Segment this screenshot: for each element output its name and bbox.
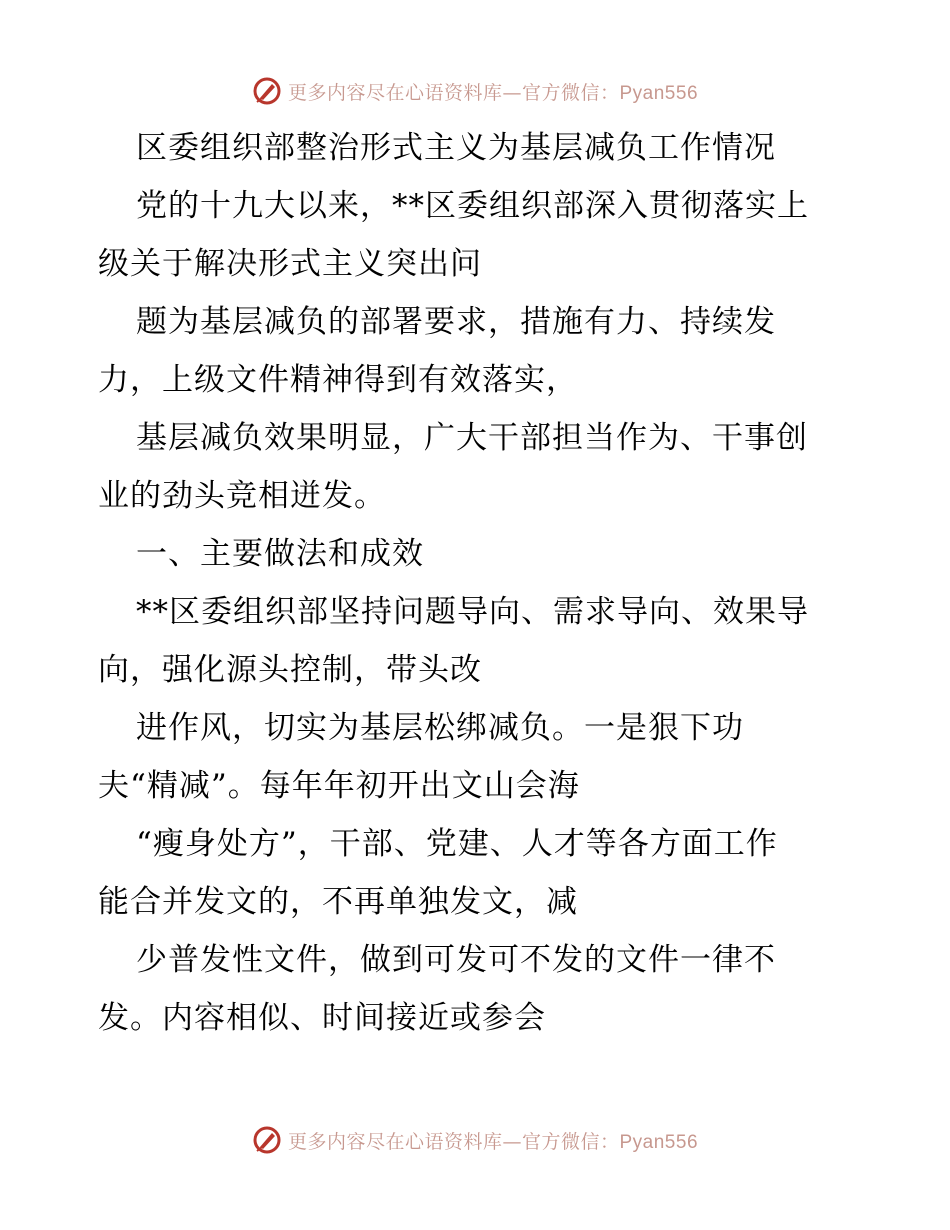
paragraph-line: “瘦身处方”，干部、党建、人才等各方面工作 — [136, 826, 778, 862]
watermark-label: 官方微信： — [521, 1130, 620, 1153]
footer-watermark — [0, 1120, 950, 1160]
watermark-label: 官方微信： — [521, 81, 620, 104]
document-body — [98, 119, 858, 1047]
watermark-main: 更多内容尽在心语资料库 — [287, 1130, 503, 1153]
paragraph-line: 夫“精减”。每年年初开出文山会海 — [98, 768, 580, 804]
paragraph-line: 少普发性文件，做到可发可不发的文件一律不 — [136, 942, 776, 978]
pen-circle-logo-icon — [252, 1125, 282, 1155]
paragraph-line: 业的劲头竞相迸发。 — [98, 478, 386, 514]
watermark-text — [288, 78, 698, 105]
paragraph-line: 党的十九大以来，**区委组织部深入贯彻落实上 — [136, 188, 809, 224]
paragraph-line: 能合并发文的，不再单独发文，减 — [98, 884, 578, 920]
watermark-wechat-id: Pyan556 — [619, 1131, 699, 1153]
paragraph-line: 发。内容相似、时间接近或参会 — [98, 1000, 546, 1036]
watermark-wechat-id: Pyan556 — [619, 82, 699, 104]
document-title: 区委组织部整治形式主义为基层减负工作情况 — [136, 130, 776, 166]
paragraph-line: 力，上级文件精神得到有效落实， — [98, 362, 578, 398]
watermark-main: 更多内容尽在心语资料库 — [287, 81, 503, 104]
watermark-dash: — — [502, 1130, 522, 1153]
watermark-dash: — — [502, 81, 522, 104]
paragraph-line: **区委组织部坚持问题导向、需求导向、效果导 — [136, 594, 809, 630]
header-watermark — [0, 71, 950, 111]
section-heading: 一、主要做法和成效 — [136, 536, 424, 572]
paragraph-line: 进作风，切实为基层松绑减负。一是狠下功 — [136, 710, 744, 746]
paragraph-line: 题为基层减负的部署要求，措施有力、持续发 — [136, 304, 776, 340]
watermark-text — [288, 1127, 698, 1154]
pen-circle-logo-icon — [252, 76, 282, 106]
paragraph-line: 级关于解决形式主义突出问 — [98, 246, 482, 282]
paragraph-line: 向，强化源头控制，带头改 — [98, 652, 482, 688]
paragraph-line: 基层减负效果明显，广大干部担当作为、干事创 — [136, 420, 808, 456]
